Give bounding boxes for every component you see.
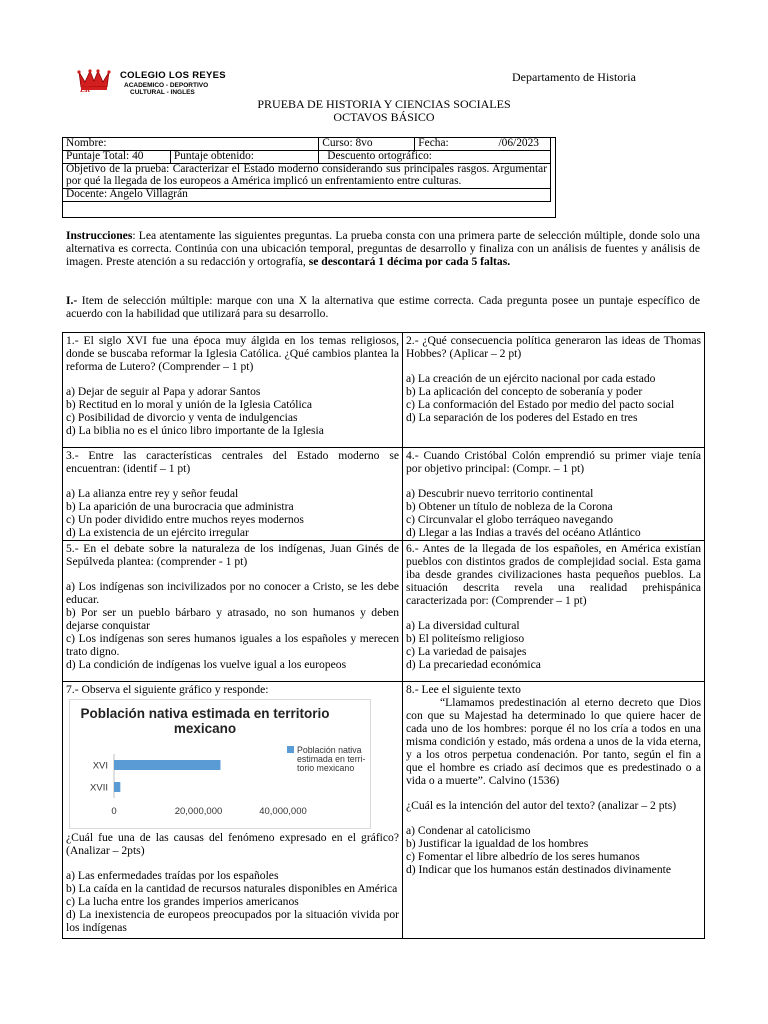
section-1-label: I.-: [66, 294, 78, 307]
question-6-stem: 6.- Antes de la llegada de los españoles, en América existían pueblos con distintos grados de complejidad social. Esta gama iba desde grandes civilizaciones hasta pequeños pueblos. La situación descrita revela una realidad prehispánica caracterizada por: (Comprender – 1 pt): [406, 542, 701, 607]
question-3-option-b[interactable]: b) La aparición de una burocracia que administra: [66, 499, 294, 513]
legend-text-1: Población nativa: [297, 744, 362, 755]
chart-x-tick-label: 0: [111, 805, 117, 817]
population-chart: [69, 699, 371, 829]
department-label: Departamento de Historia: [512, 70, 636, 84]
instructions-text: : Lea atentamente las siguientes preguntas. La prueba consta con una primera parte de selección múltiple, donde solo una alternativa es correcta. Continúa con una ubicación temporal, preguntas de desarrollo y finaliza con un análisis de fuentes y análisis de imagen. Preste atención a su redacción y ortografía,: [66, 229, 700, 268]
question-7-stem: 7.- Observa el siguiente gráfico y responde:: [66, 683, 269, 696]
question-7-option-c[interactable]: c) La lucha entre los grandes imperios americanos: [66, 894, 299, 908]
question-2: [403, 333, 705, 447]
chart-category-label-xvii: XVII: [90, 782, 108, 794]
chart-title: Población nativa estimada en territorio mexicano: [80, 705, 330, 737]
chart-category-label-xvi: XVI: [92, 760, 108, 772]
question-1: [63, 333, 403, 447]
question-5-stem: 5.- En el debate sobre la naturaleza de los indígenas, Juan Ginés de Sepúlveda plantea: (comprender - 1 pt): [66, 542, 399, 568]
question-8-stem: 8.- Lee el siguiente texto: [406, 683, 521, 696]
question-4-option-b[interactable]: b) Obtener un título de nobleza de la Corona: [406, 499, 613, 513]
question-row-4: [63, 682, 705, 939]
question-8-option-a[interactable]: a) Condenar al catolicismo: [406, 823, 531, 837]
instructions-paragraph: [66, 229, 700, 268]
question-7-option-a[interactable]: a) Las enfermedades traídas por los españoles: [66, 868, 279, 882]
question-6-option-a[interactable]: a) La diversidad cultural: [406, 618, 520, 632]
question-3-option-d[interactable]: d) La existencia de un ejército irregular: [66, 525, 249, 539]
question-8-quote: “Llamamos predestinación al eterno decreto que Dios con que su Majestad ha determinado lo que quiere hacer de cada uno de los hombres: porque él no los cría a todos en una misma condición y estado, más ordena a unos de la vida eterna, y a los otros perpetua condenación. Por tanto, según el fin a que el hombre es criado así decimos que es predestinado o a vida o a muerte”. Calvino (1536): [406, 695, 701, 787]
question-4-option-c[interactable]: c) Circunvalar el globo terráqueo navegando: [406, 512, 613, 526]
puntaje-total: Puntaje Total: 40: [63, 150, 171, 163]
legend-text-2: estimada en terri-: [297, 754, 366, 765]
fecha-field[interactable]: [415, 138, 551, 151]
curso-field: Curso: 8vo: [319, 138, 415, 151]
legend-text-3: torio mexicano: [297, 763, 355, 774]
question-2-option-d[interactable]: d) La separación de los poderes del Estado en tres: [406, 410, 638, 424]
question-1-option-a[interactable]: a) Dejar de seguir al Papa y adorar Santos: [66, 384, 261, 398]
docente: Docente: Angelo Villagrán: [63, 188, 551, 201]
question-2-stem: 2.- ¿Qué consecuencia política generaron las ideas de Thomas Hobbes? (Aplicar – 2 pt): [406, 334, 701, 360]
nombre-field[interactable]: Nombre:: [63, 138, 319, 151]
school-subtitle-1: ACADEMICO - DEPORTIVO: [124, 81, 209, 89]
fecha-value: /06/2023: [498, 137, 539, 149]
school-subtitle-2: CULTURAL - INGLES: [130, 89, 195, 97]
question-5-option-b[interactable]: b) Por ser un pueblo bárbaro y atrasado, no son humanos y deben dejarse conquistar: [66, 605, 399, 632]
instructions-bold-end: se descontará 1 décima por cada 5 faltas.: [305, 254, 511, 268]
question-3-stem: 3.- Entre las características centrales del Estado moderno se encuentran: (identif – 1 pt): [66, 449, 399, 475]
descuento-field[interactable]: Descuento ortográfico:: [319, 150, 551, 163]
question-4-option-a[interactable]: a) Descubrir nuevo territorio continental: [406, 486, 594, 500]
puntaje-obtenido-field[interactable]: Puntaje obtenido:: [170, 150, 318, 163]
question-2-option-a[interactable]: a) La creación de un ejército nacional por cada estado: [406, 371, 656, 385]
question-3-option-c[interactable]: c) Un poder dividido entre muchos reyes modernos: [66, 512, 304, 526]
question-6: [403, 541, 705, 681]
question-8-option-d[interactable]: d) Indicar que los humanos están destinados divinamente: [406, 862, 671, 876]
school-logo-text: [120, 71, 226, 97]
test-title: PRUEBA DE HISTORIA Y CIENCIAS SOCIALES: [257, 97, 511, 111]
question-1-option-d[interactable]: d) La biblia no es el único libro importante de la Iglesia: [66, 423, 324, 437]
question-1-stem: 1.- El siglo XVI fue una época muy álgida en los temas religiosos, donde se buscaba reformar la Iglesia Católica. ¿Qué cambios plantea la reforma de Lutero? (Comprender – 1 pt): [66, 334, 399, 373]
question-7-option-b[interactable]: b) La caída en la cantidad de recursos naturales disponibles en América: [66, 881, 398, 895]
question-4-option-d[interactable]: d) Llegar a las Indias a través del océano Atlántico: [406, 525, 641, 539]
question-row-1: [63, 333, 705, 448]
question-1-option-b[interactable]: b) Rectitud en lo moral y unión de la Iglesia Católica: [66, 397, 312, 411]
question-6-option-c[interactable]: c) La variedad de paisajes: [406, 644, 527, 658]
question-4-stem: 4.- Cuando Cristóbal Colón emprendió su primer viaje tenía por objetivo principal: (Compr. – 1 pt): [406, 449, 701, 475]
question-1-option-c[interactable]: c) Posibilidad de divorcio y venta de indulgencias: [66, 410, 298, 424]
question-8: [403, 682, 705, 938]
test-subtitle: OCTAVOS BÁSICO: [333, 110, 435, 124]
question-8-question: ¿Cuál es la intención del autor del texto? (analizar – 2 pts): [406, 798, 677, 812]
objetivo-prueba: Objetivo de la prueba: Caracterizar el Estado moderno considerando sus principales rasgos. Argumentar por qué la llegada de los europeos a América implicó un enfrentamiento entre culturas.: [63, 163, 551, 188]
question-5-option-a[interactable]: a) Los indígenas son incivilizados por no conocer a Cristo, se les debe educar.: [66, 579, 399, 606]
legend-swatch: [287, 746, 294, 753]
chart-x-tick-label: 20,000,000: [174, 805, 223, 817]
question-5-option-c[interactable]: c) Los indígenas son seres humanos iguales a los españoles y merecen trato digno.: [66, 631, 399, 658]
school-name: COLEGIO LOS REYES: [120, 70, 226, 81]
logo-initials: LR: [80, 85, 91, 94]
questions-grid: [62, 332, 705, 939]
student-info-table: [62, 137, 551, 202]
instructions-label: Instrucciones: [66, 229, 133, 242]
section-1-paragraph: [66, 294, 700, 320]
chart-x-tick-label: 40,000,000: [259, 805, 307, 817]
question-2-option-c[interactable]: c) La conformación del Estado por medio del pacto social: [406, 397, 675, 411]
question-row-3: [63, 541, 705, 682]
question-row-2: [63, 448, 705, 541]
question-7-option-d[interactable]: d) La inexistencia de europeos preocupados por la situación vivida por los indígenas: [66, 907, 399, 934]
section-1-text: Item de selección múltiple: marque con una X la alternativa que estime correcta. Cada pregunta posee un puntaje específico de acuerdo con la habilidad que utilizará para su desarrollo.: [66, 294, 700, 320]
question-8-option-c[interactable]: c) Fomentar el libre albedrío de los seres humanos: [406, 849, 640, 863]
question-4: [403, 448, 705, 540]
question-6-option-b[interactable]: b) El politeísmo religioso: [406, 631, 525, 645]
fecha-label: Fecha:: [418, 137, 449, 149]
question-7: [63, 682, 403, 938]
chart-bar-xvii: [114, 782, 120, 792]
question-5: [63, 541, 403, 681]
chart-legend: [287, 746, 367, 774]
question-6-option-d[interactable]: d) La precariedad económica: [406, 657, 541, 671]
question-7-question: ¿Cuál fue una de las causas del fenómeno expresado en el gráfico? (Analizar – 2pts): [66, 830, 399, 857]
question-5-option-d[interactable]: d) La condición de indígenas los vuelve igual a los europeos: [66, 657, 347, 671]
question-3-option-a[interactable]: a) La alianza entre rey y señor feudal: [66, 486, 239, 500]
question-2-option-b[interactable]: b) La aplicación del concepto de soberanía y poder: [406, 384, 643, 398]
question-3: [63, 448, 403, 540]
chart-bar-xvi: [114, 760, 220, 770]
question-8-option-b[interactable]: b) Justificar la igualdad de los hombres: [406, 836, 589, 850]
